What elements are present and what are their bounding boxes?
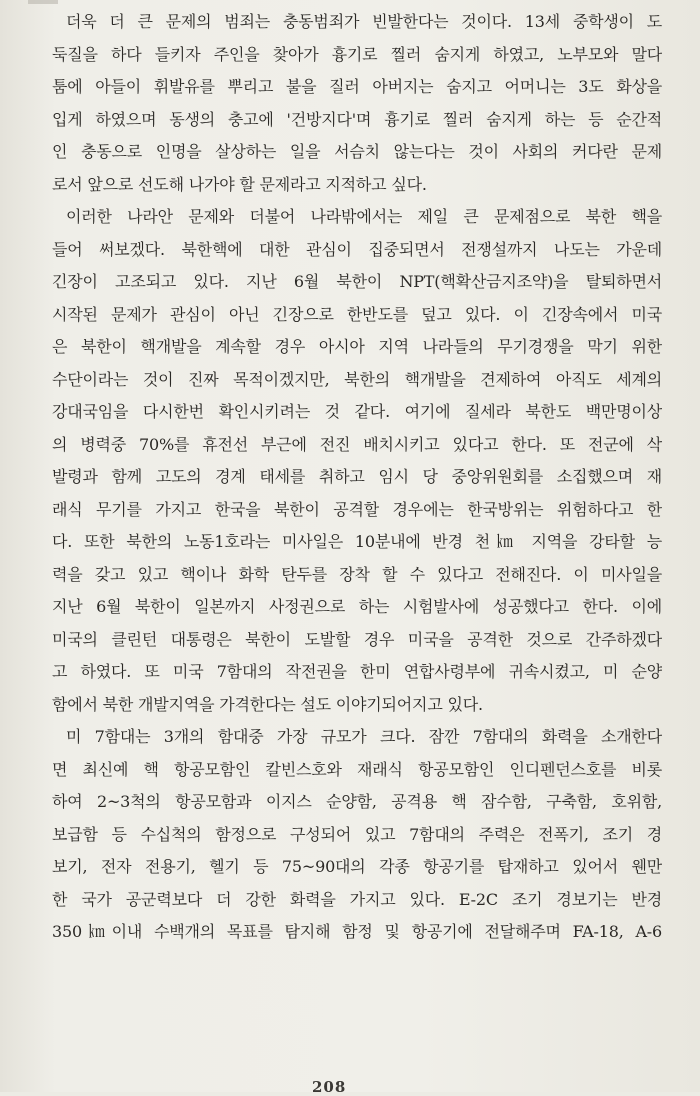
text-line: 350㎞이내 수백개의 목표를 탐지해 함정 및 항공기에 전달해주며 FA-18, A-6 [52,922,662,941]
text-line: 지난 6월 북한이 일본까지 사정권으로 하는 시험발사에 성공했다고 한다. 이에 [52,597,662,616]
paragraph-3 [52,721,662,949]
paragraph-2 [52,201,662,721]
text-line: 둑질을 하다 들키자 주인을 찾아가 흉기로 찔러 숨지게 하였고, 노부모와 말다 [52,44,662,64]
text-line: 함에서 북한 개발지역을 가격한다는 설도 이야기되어지고 있다. [52,694,483,714]
text-line: 보기, 전자 전용기, 헬기 등 75~90대의 각종 항공기를 탑재하고 있어서 웬만 [52,857,662,876]
text-line: 수단이라는 것이 진짜 목적이겠지만, 북한의 핵개발을 견제하여 아직도 세계의 [52,369,662,389]
text-line: 하여 2~3척의 항공모함과 이지스 순양함, 공격용 핵 잠수함, 구축함, 호위함, [52,792,662,811]
body-text [52,6,662,949]
scan-edge-mark [28,0,58,4]
text-line: 력을 갖고 있고 핵이나 화학 탄두를 장착 할 수 있다고 전해진다. 이 미사일을 [52,564,662,584]
page-number: 208 [312,1078,347,1096]
paragraph-1 [52,6,662,201]
text-line: 의 병력중 70%를 휴전선 부근에 전진 배치시키고 있다고 한다. 또 전군에 삭 [52,434,662,454]
text-line: 툼에 아들이 휘발유를 뿌리고 불을 질러 아버지는 숨지고 어머니는 3도 화상을 [52,77,662,96]
text-line: 미 7함대는 3개의 함대중 가장 규모가 크다. 잠깐 7함대의 화력을 소개한다 [66,727,662,746]
text-line: 더욱 더 큰 문제의 범죄는 충동범죄가 빈발한다는 것이다. 13세 중학생이 도 [66,12,662,31]
text-line: 시작된 문제가 관심이 아닌 긴장으로 한반도를 덮고 있다. 이 긴장속에서 미국 [52,304,662,324]
text-line: 인 충동으로 인명을 살상하는 일을 서슴치 않는다는 것이 사회의 커다란 문제 [52,142,662,161]
text-line: 래식 무기를 가지고 한국을 북한이 공격할 경우에는 한국방위는 위험하다고 한 [52,499,662,519]
text-line: 보급함 등 수십척의 함정으로 구성되어 있고 7함대의 주력은 전폭기, 조기 경 [52,824,662,844]
text-line: 들어 써보겠다. 북한핵에 대한 관심이 집중되면서 전쟁설까지 나도는 가운데 [52,239,662,259]
text-line: 다. 또한 북한의 노동1호라는 미사일은 10분내에 반경 천㎞ 지역을 강타할 능 [52,532,662,551]
text-line: 긴장이 고조되고 있다. 지난 6월 북한이 NPT(핵확산금지조약)을 탈퇴하면서 [52,272,662,291]
text-line: 강대국임을 다시한번 확인시키려는 것 같다. 여기에 질세라 북한도 백만명이상 [52,402,662,421]
text-line: 미국의 클린턴 대통령은 북한이 도발할 경우 미국을 공격한 것으로 간주하겠다 [52,629,662,649]
text-line: 이러한 나라안 문제와 더불어 나라밖에서는 제일 큰 문제점으로 북한 핵을 [66,207,662,226]
text-line: 입게 하였으며 동생의 충고에 '건방지다'며 흉기로 찔러 숨지게 하는 등 순간적 [52,109,662,129]
text-line: 한 국가 공군력보다 더 강한 화력을 가지고 있다. E-2C 조기 경보기는 반경 [52,889,662,909]
text-line: 면 최신예 핵 항공모함인 칼빈스호와 재래식 항공모함인 인디펜던스호를 비롯 [52,759,662,779]
text-line: 발령과 함께 고도의 경계 태세를 취하고 임시 당 중앙위원회를 소집했으며 재 [52,467,662,486]
text-line: 고 하였다. 또 미국 7함대의 작전권을 한미 연합사령부에 귀속시켰고, 미 순양 [52,662,662,681]
text-line: 은 북한이 핵개발을 계속할 경우 아시아 지역 나라들의 무기경쟁을 막기 위한 [52,337,662,356]
text-line: 로서 앞으로 선도해 나가야 할 문제라고 지적하고 싶다. [52,174,427,194]
